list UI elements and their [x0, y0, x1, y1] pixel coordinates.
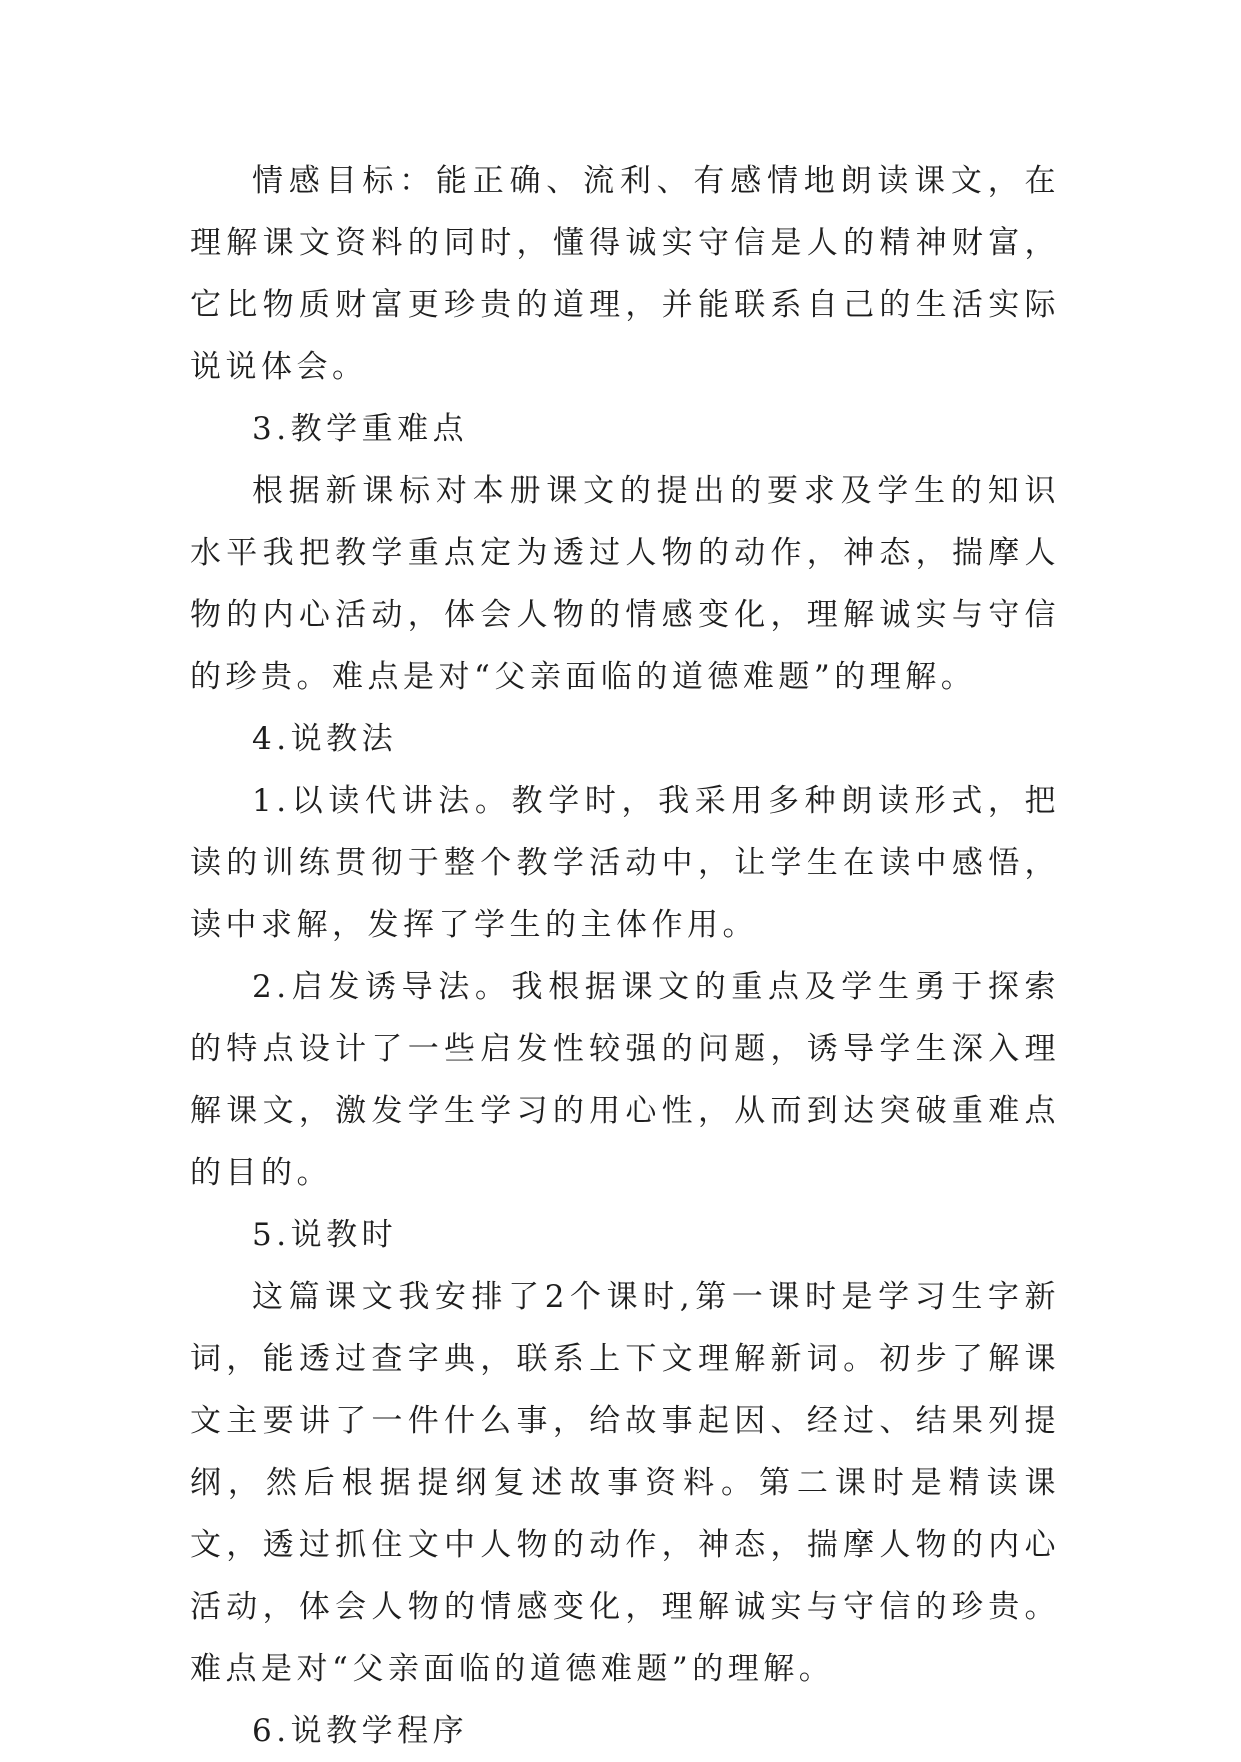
paragraph-method-guidance: 2.启发诱导法。我根据课文的重点及学生勇于探索的特点设计了一些启发性较强的问题，诱导学生深入理解课文，激发学生学习的用心性，从而到达突破重难点的目的。 — [190, 969, 1060, 1191]
heading-key-difficulties: 3.教学重难点 — [252, 411, 469, 447]
heading-teaching-methods: 4.说教法 — [252, 721, 398, 757]
paragraph-key-difficulties: 根据新课标对本册课文的提出的要求及学生的知识水平我把教学重点定为透过人物的动作，神态，揣摩人物的内心活动，体会人物的情感变化，理解诚实与守信的珍贵。难点是对“父亲面临的道德难题”的理解。 — [190, 473, 1060, 695]
heading-class-hours: 5.说教时 — [252, 1217, 398, 1253]
heading-teaching-procedure: 6.说教学程序 — [252, 1713, 469, 1749]
paragraph-emotional-goal: 情感目标：能正确、流利、有感情地朗读课文，在理解课文资料的同时，懂得诚实守信是人的精神财富，它比物质财富更珍贵的道理，并能联系自己的生活实际说说体会。 — [190, 163, 1060, 385]
document-body — [190, 150, 1060, 1762]
paragraph-method-reading: 1.以读代讲法。教学时，我采用多种朗读形式，把读的训练贯彻于整个教学活动中，让学生在读中感悟，读中求解，发挥了学生的主体作用。 — [190, 783, 1060, 943]
paragraph-class-hours: 这篇课文我安排了2个课时,第一课时是学习生字新词，能透过查字典，联系上下文理解新词。初步了解课文主要讲了一件什么事，给故事起因、经过、结果列提纲，然后根据提纲复述故事资料。第二课时是精读课文，透过抓住文中人物的动作，神态，揣摩人物的内心活动，体会人物的情感变化，理解诚实与守信的珍贵。难点是对“父亲面临的道德难题”的理解。 — [190, 1279, 1060, 1687]
